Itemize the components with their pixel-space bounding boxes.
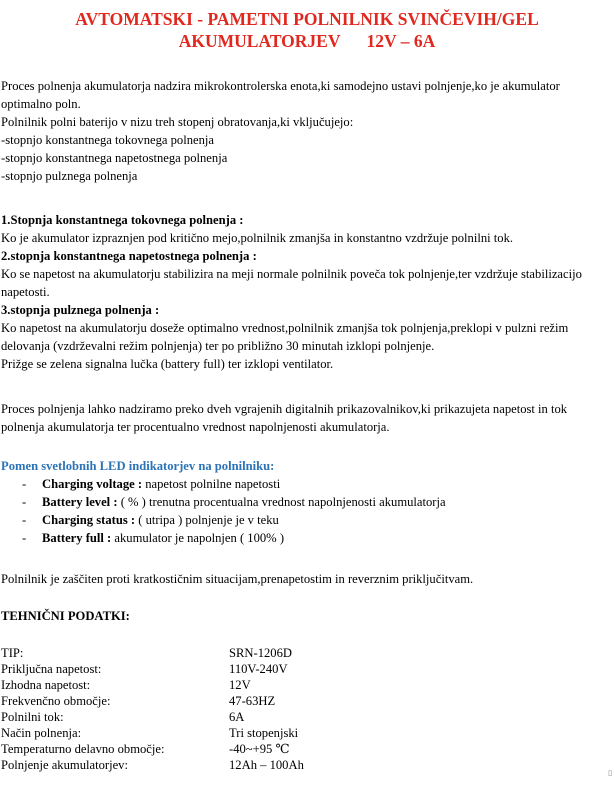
stage-item: -stopnjo konstantnega tokovnega polnenja <box>1 133 214 147</box>
led-item: - Battery level : ( % ) trenutna procentualna vrednost napolnjenosti akumulatorja <box>22 495 446 509</box>
spec-value: 12Ah – 100Ah <box>229 758 304 772</box>
section-text: Ko napetost na akumulatorju doseže optimalno vrednost,polnilnik zmanjša tok polnjenja,preklopi v pulzni režim delovanja (vzdrževalni režim polnjenja) ter po približno 30 minutah izklopi polnjenje. <box>1 321 569 353</box>
spec-value: 110V-240V <box>229 662 288 676</box>
spec-key: Temperaturno delavno območje: <box>1 742 165 756</box>
spec-value: 47-63HZ <box>229 694 276 708</box>
spec-key: TIP: <box>1 646 24 660</box>
protection-note <box>1 570 609 588</box>
led-item: - Charging status : ( utripa ) polnjenje je v teku <box>22 513 279 527</box>
spec-key: Frekvenčno območje: <box>1 694 111 708</box>
led-section <box>1 457 609 547</box>
spec-value: 6A <box>229 710 245 724</box>
stage-item: -stopnjo konstantnega napetostnega polnenja <box>1 151 228 165</box>
led-desc: akumulator je napolnjen ( 100% ) <box>111 531 285 545</box>
led-label: Battery full : <box>42 531 112 545</box>
title-line-1: AVTOMATSKI - PAMETNI POLNILNIK SVINČEVIH/GEL <box>75 9 539 29</box>
table-row <box>1 709 304 725</box>
section-heading: 1.Stopnja konstantnega tokovnega polnenja : <box>1 213 244 227</box>
led-label: Battery level : <box>42 495 121 509</box>
table-row <box>1 725 304 741</box>
intro-section <box>1 77 609 185</box>
section-text: Ko je akumulator izpraznjen pod kritično mejo,polnilnik zmanjša in konstantno vzdržuje polnilni tok. <box>1 231 514 245</box>
display-note-text: Proces polnjenja lahko nadziramo preko dveh vgrajenih digitalnih prikazovalnikov,ki prikazujeta napetost in tok polnenja akumulatorja ter procentualno vrednost napolnjenosti akumulatorja. <box>1 402 568 434</box>
spec-key: Polnjenje akumulatorjev: <box>1 758 128 772</box>
led-item: - Battery full : akumulator je napolnjen ( 100% ) <box>22 531 285 545</box>
table-row <box>1 645 304 661</box>
spec-key: Način polnenja: <box>1 726 82 740</box>
table-row <box>1 661 304 677</box>
spec-value: -40~+95 ℃ <box>229 742 290 756</box>
title-line-2-spec: 12V – 6A <box>366 31 436 51</box>
title-line-2-word: AKUMULATORJEV <box>178 31 341 51</box>
spec-key: Polnilni tok: <box>1 710 64 724</box>
document-title <box>0 8 614 52</box>
spec-value: SRN-1206D <box>229 646 292 660</box>
led-label: Charging voltage : <box>42 477 143 491</box>
section-heading: 3.stopnja pulznega polnenja : <box>1 303 160 317</box>
spec-value: 12V <box>229 678 251 692</box>
table-row <box>1 741 304 757</box>
specs-table <box>1 645 304 773</box>
display-note <box>1 400 609 436</box>
intro-stages-lead: Polnilnik polni baterijo v nizu treh stopenj obratovanja,ki vključujejo: <box>1 115 354 129</box>
stages-section <box>1 211 609 373</box>
led-desc: ( utripa ) polnjenje je v teku <box>135 513 279 527</box>
spec-key: Priključna napetost: <box>1 662 102 676</box>
led-item: - Charging voltage : napetost polnilne napetosti <box>22 477 281 491</box>
led-desc: napetost polnilne napetosti <box>142 477 281 491</box>
protection-text: Polnilnik je zaščiten proti kratkostičnim situacijam,prenapetostim in reverznim priključitvam. <box>1 572 474 586</box>
table-row <box>1 693 304 709</box>
led-list <box>1 475 609 547</box>
stage-item: -stopnjo pulznega polnenja <box>1 169 138 183</box>
led-label: Charging status : <box>42 513 136 527</box>
table-row <box>1 677 304 693</box>
led-heading: Pomen svetlobnih LED indikatorjev na polnilniku: <box>1 459 275 473</box>
section-heading: 2.stopnja konstantnega napetostnega polnenja : <box>1 249 257 263</box>
title-line-2 <box>0 30 614 52</box>
intro-paragraph: Proces polnenja akumulatorja nadzira mikrokontrolerska enota,ki samodejno ustavi polnjenje,ko je akumulator optimalno poln. <box>1 79 560 111</box>
section-text: Prižge se zelena signalna lučka (battery full) ter izklopi ventilator. <box>1 357 334 371</box>
specs-heading: TEHNIČNI PODATKI: <box>1 609 130 623</box>
table-row <box>1 757 304 773</box>
spec-value: Tri stopenjski <box>229 726 299 740</box>
specs-section <box>1 607 609 625</box>
led-desc: ( % ) trenutna procentualna vrednost napolnjenosti akumulatorja <box>120 495 446 509</box>
spec-key: Izhodna napetost: <box>1 678 91 692</box>
specs-table-wrap <box>1 645 609 773</box>
corner-mark: ▯ <box>608 769 612 777</box>
section-text: Ko se napetost na akumulatorju stabilizira na meji normale polnilnik poveča tok polnjenje,ter vzdržuje stabilizacijo napetosti. <box>1 267 582 299</box>
